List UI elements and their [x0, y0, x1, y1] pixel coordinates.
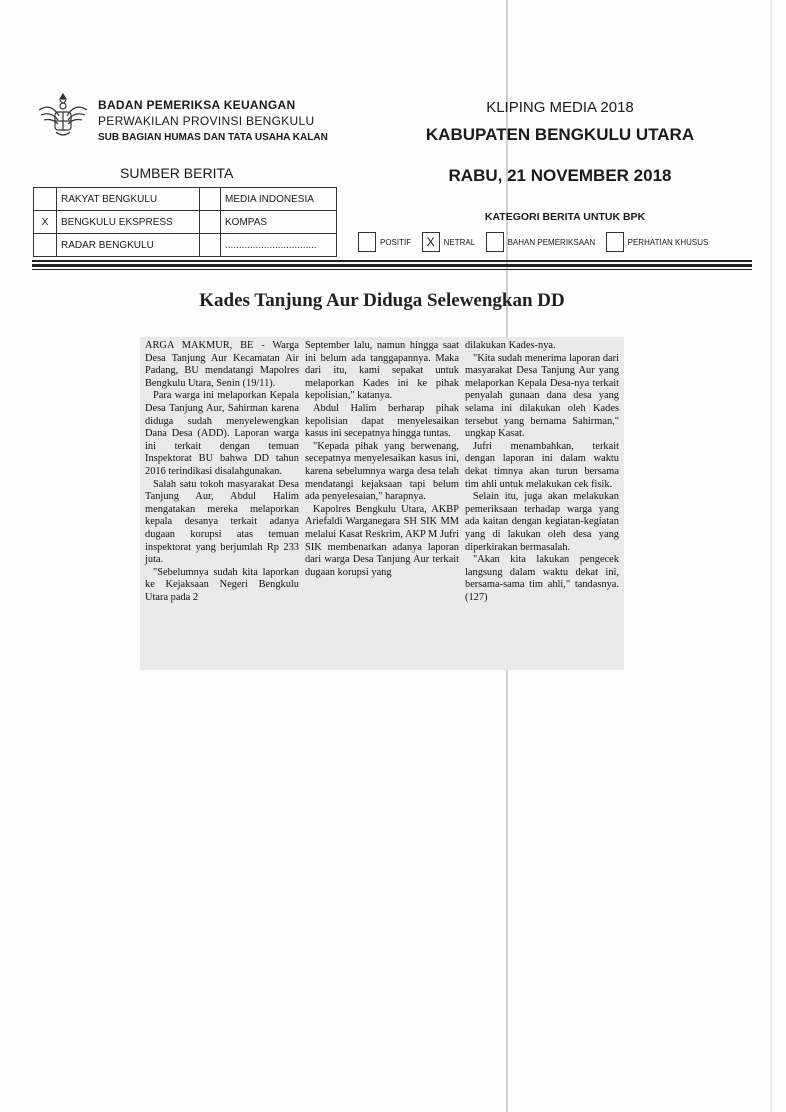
category-checkbox-perhatian-khusus[interactable] [606, 232, 624, 252]
source-mark[interactable] [34, 188, 57, 211]
category-checkbox-positif[interactable] [358, 232, 376, 252]
category-label: PERHATIAN KHUSUS [627, 237, 709, 247]
article-paragraph: Selain itu, juga akan melakukan pemeriksaan terhadap warga yang ada kaitan dengan kegiatan-kegiatan yang di lakukan oleh desa yang diperkirakan bermasalah. [465, 491, 619, 553]
kabupaten-title: KABUPATEN BENGKULU UTARA [425, 125, 695, 144]
garuda-emblem-icon [34, 88, 92, 146]
org-representative: PERWAKILAN PROVINSI BENGKULU [98, 114, 315, 128]
article-column-3 [465, 340, 619, 604]
category-checkbox-netral[interactable]: X [422, 232, 440, 252]
article-clipping [140, 337, 624, 670]
source-name: KOMPAS [221, 211, 337, 234]
sources-title: SUMBER BERITA [120, 165, 234, 181]
category-options [358, 232, 714, 252]
category-label: BAHAN PEMERIKSAAN [507, 237, 596, 247]
article-paragraph: Salah satu tokoh masyarakat Desa Tanjung Aur, Abdul Halim mengatakan mereka melaporkan kepala desanya terkait adanya dugaan korupsi atas temuan inspektorat yang berjumlah Rp 233 juta. [145, 478, 299, 566]
article-column-1 [145, 340, 299, 604]
category-title: KATEGORI BERITA UNTUK BPK [484, 211, 646, 223]
org-name: BADAN PEMERIKSA KEUANGAN [98, 98, 296, 112]
article-paragraph: Jufri menambahkan, terkait dengan laporan ini dalam waktu dekat timnya akan turun bersama tim ahli untuk melakukan cek fisik. [465, 440, 619, 490]
source-row [34, 211, 337, 234]
header-rule-bottom [32, 269, 752, 270]
clipping-date: RABU, 21 NOVEMBER 2018 [448, 166, 672, 185]
article-paragraph: "Kita sudah menerima laporan dari masyarakat Desa Tanjung Aur yang melaporkan Kepala Desa-nya terkait penyalah gunaan dana desa yang selama ini dilakukan oleh Kades tersebut yang bernama Sahirman," ungkap Kasat. [465, 352, 619, 440]
paper-edge-shadow [770, 0, 772, 1112]
header-rule-top [32, 260, 752, 262]
article-paragraph: September lalu, namun hingga saat ini belum ada tanggapannya. Maka dari itu, kami sepakat untuk melaporkan Kades ini ke pihak kepolisian," katanya. [305, 340, 459, 402]
org-subdivision: SUB BAGIAN HUMAS DAN TATA USAHA KALAN [98, 132, 328, 143]
article-paragraph: dilakukan Kades-nya. [465, 340, 556, 351]
article-column-2 [305, 340, 459, 579]
article-paragraph: ARGA MAKMUR, BE - Warga Desa Tanjung Aur Kecamatan Air Padang, BU mendatangi Mapolres Bengkulu Utara, Senin (19/11). [145, 340, 299, 389]
article-paragraph: "Akan kita lakukan pengecek langsung dalam waktu dekat ini, bersama-sama tim ahli," tandasnya.(127) [465, 554, 619, 603]
article-paragraph: "Sebelumnya sudah kita laporkan ke Kejaksaan Negeri Bengkulu Utara pada 2 [145, 566, 299, 603]
source-name: RAKYAT BENGKULU [57, 188, 200, 211]
source-mark[interactable] [200, 188, 221, 211]
source-row [34, 188, 337, 211]
category-checkbox-bahan-pemeriksaan[interactable] [486, 232, 504, 252]
article-headline: Kades Tanjung Aur Diduga Selewengkan DD [199, 290, 565, 311]
source-name: MEDIA INDONESIA [221, 188, 337, 211]
article-paragraph: "Kepada pihak yang berwenang, secepatnya menyelesaikan kasus ini, karena sebelumnya warga desa telah mendatangi kejaksaan tapi belum ada penyelesaian," harapnya. [305, 440, 459, 503]
header-rule-middle [32, 264, 752, 267]
article-paragraph: Para warga ini melaporkan Kepala Desa Tanjung Aur, Sahirman karena diduga sudah menyelewengkan Dana Desa (ADD). Laporan warga ini terkait dengan temuan Inspektorat BU bahwa DD tahun 2016 terindikasi disalahgunakan. [145, 390, 299, 477]
source-name: ................................. [221, 234, 337, 257]
article-paragraph: Kapolres Bengkulu Utara, AKBP Ariefaldi Warganegara SH SIK MM melalui Kasat Reskrim, AKP M Jufri SIK membenarkan adanya laporan dari warga Desa Tanjung Aur terkait dugaan korupsi yang [305, 503, 459, 578]
source-row [34, 234, 337, 257]
source-table [33, 187, 337, 257]
kliping-title: KLIPING MEDIA 2018 [486, 99, 634, 116]
source-mark[interactable] [200, 211, 221, 234]
source-mark[interactable] [34, 234, 57, 257]
source-mark[interactable]: X [34, 211, 57, 234]
category-label: POSITIF [380, 237, 412, 247]
source-name: RADAR BENGKULU [57, 234, 200, 257]
category-label: NETRAL [443, 237, 476, 247]
source-mark[interactable] [200, 234, 221, 257]
source-name: BENGKULU EKSPRESS [57, 211, 200, 234]
article-paragraph: Abdul Halim berharap pihak kepolisian dapat menyelesaikan kasus ini secepatnya hingga tuntas. [305, 402, 459, 440]
